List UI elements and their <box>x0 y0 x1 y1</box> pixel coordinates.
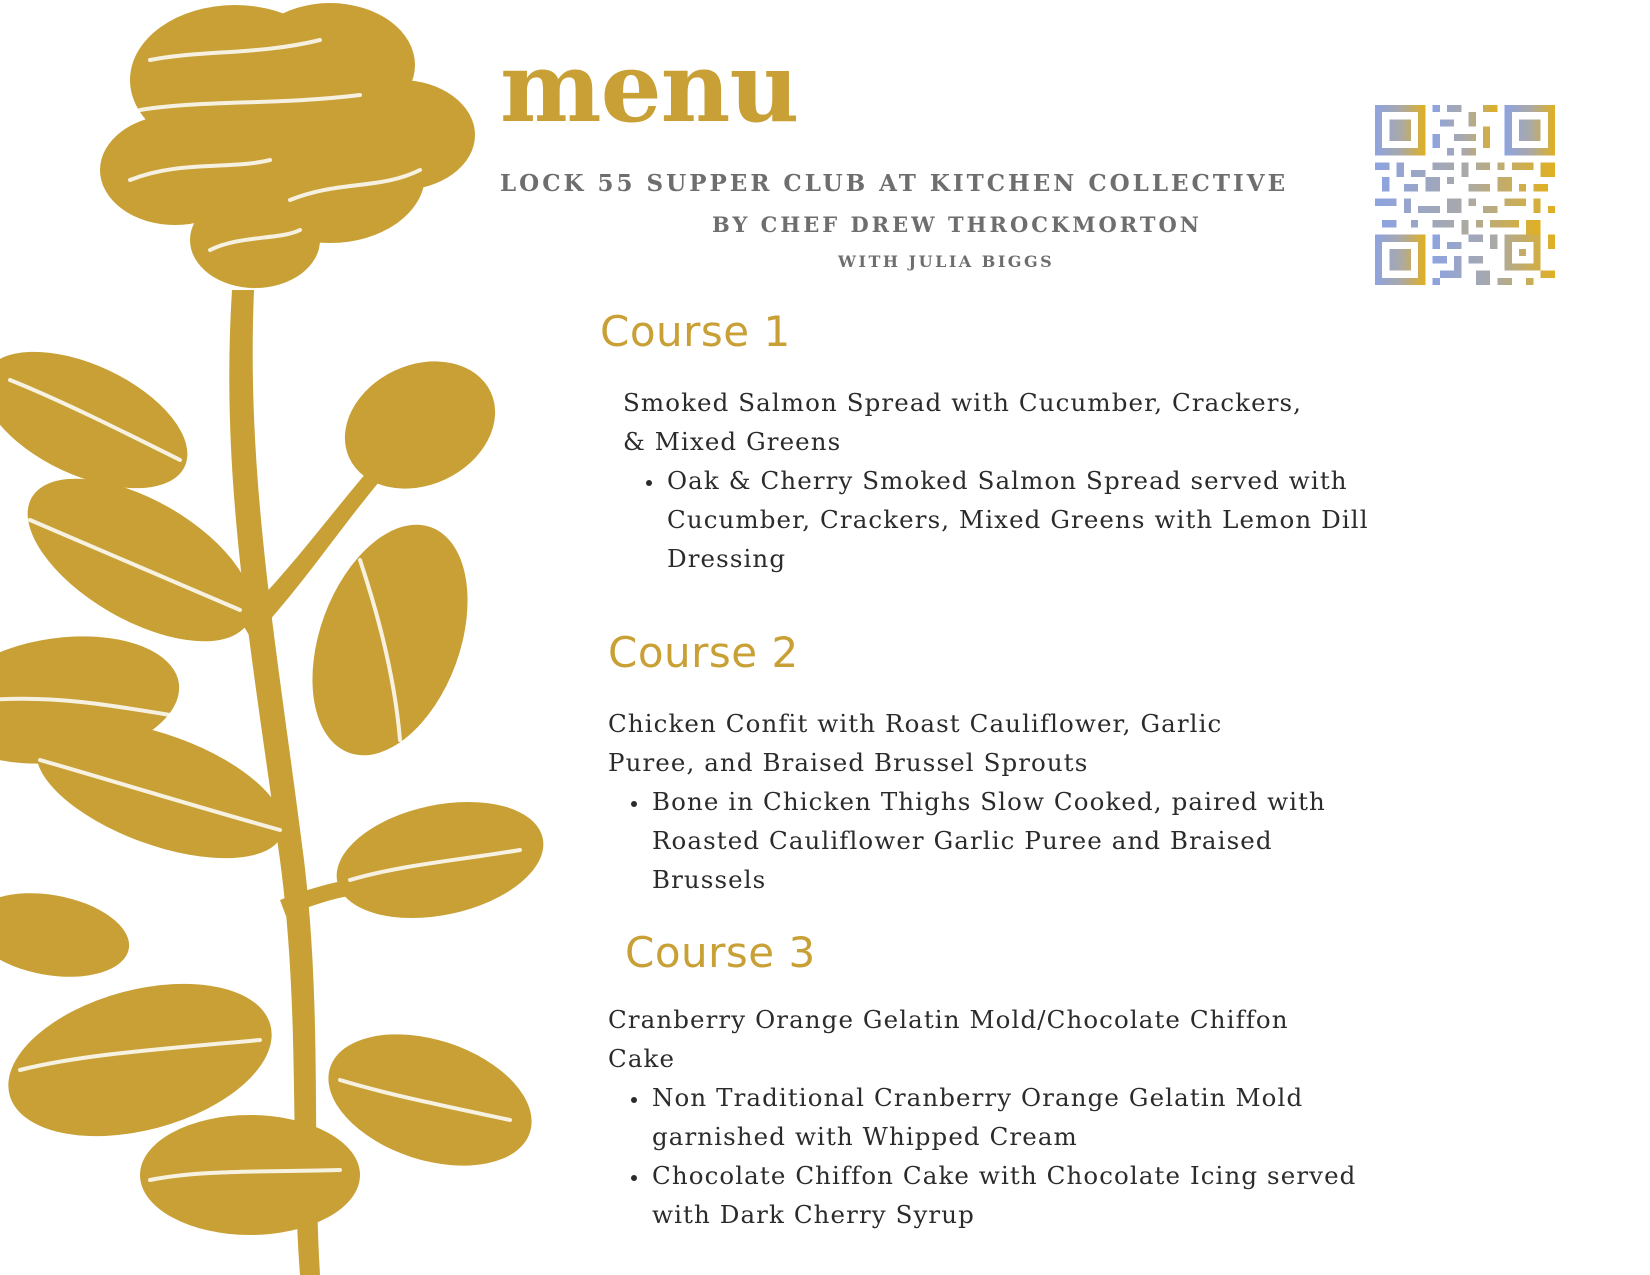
course-1-detail-item: • Oak & Cherry Smoked Salmon Spread served with Cucumber, Crackers, Mixed Greens with Lemon Dill Dressing <box>665 461 1375 578</box>
course-3-detail-item: • Chocolate Chiffon Cake with Chocolate Icing served with Dark Cherry Syrup <box>650 1156 1360 1234</box>
event-subtitle: LOCK 55 SUPPER CLUB AT KITCHEN COLLECTIVE <box>500 170 1289 197</box>
course-1-title: Course 1 <box>600 307 791 356</box>
course-3-title: Course 3 <box>625 928 816 977</box>
guest-credit: WITH JULIA BIGGS <box>838 252 1055 271</box>
chef-credit: BY CHEF DREW THROCKMORTON <box>712 212 1202 237</box>
course-2-details <box>608 782 1360 899</box>
course-3-details <box>608 1078 1360 1234</box>
course-1-details <box>623 461 1375 578</box>
course-2-title: Course 2 <box>608 628 799 677</box>
course-3-detail-item: • Non Traditional Cranberry Orange Gelatin Mold garnished with Whipped Cream <box>650 1078 1360 1156</box>
course-3-dish: Cranberry Orange Gelatin Mold/Chocolate Chiffon Cake <box>608 1005 1289 1073</box>
course-1-dish: Smoked Salmon Spread with Cucumber, Crackers, & Mixed Greens <box>623 388 1303 456</box>
course-2-detail-item: • Bone in Chicken Thighs Slow Cooked, paired with Roasted Cauliflower Garlic Puree and Braised Brussels <box>650 782 1360 899</box>
menu-title: menu <box>500 31 799 144</box>
course-2-dish: Chicken Confit with Roast Cauliflower, Garlic Puree, and Braised Brussel Sprouts <box>608 709 1223 777</box>
qr-code-icon[interactable] <box>1375 105 1555 285</box>
